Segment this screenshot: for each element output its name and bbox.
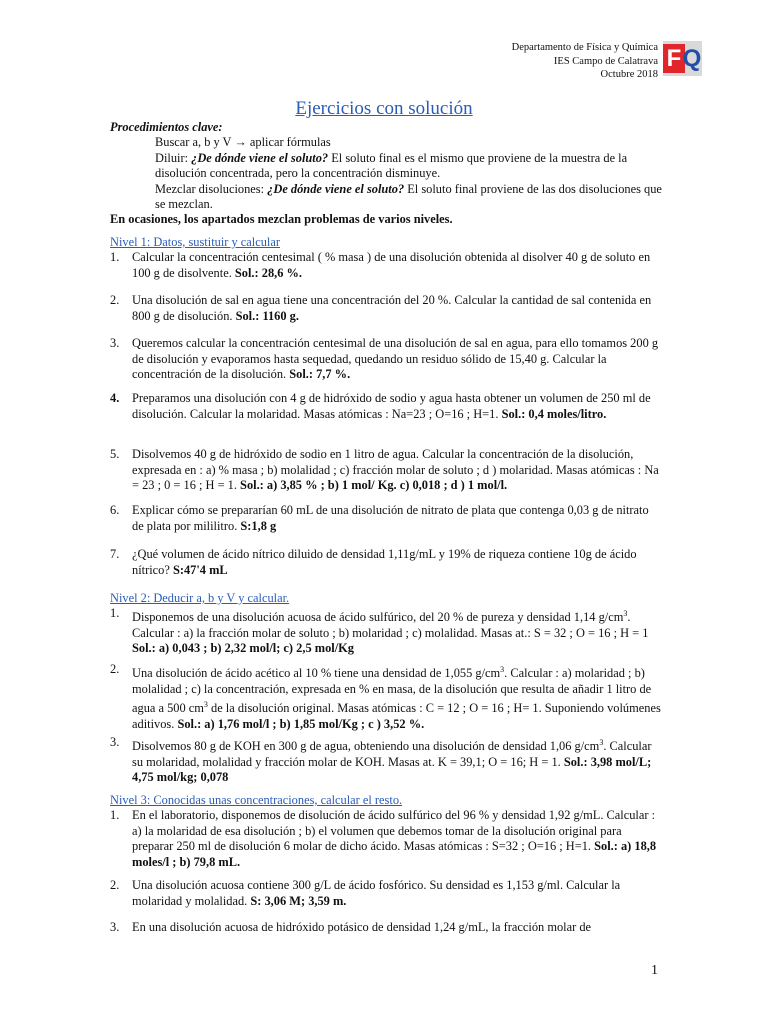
list-item: 1. Calcular la concentración centesimal ( % masa ) de una disolución obtenida al disolver 40 g de soluto en 100 g de disolvente. Sol.: 28,6 %. [110, 250, 651, 280]
list-item: 5. Disolvemos 40 g de hidróxido de sodio en 1 litro de agua. Calcular la concentración de la disolución, expresada en : a) % masa ; b) molalidad ; c) fracción molar de soluto ; d ) molaridad. Masas atómicas : Na = 23 ; 0 = 16 ; H = 1. Sol.: a) 3,85 % ; b) 1 mol/ Kg. c) 0,018 ; d ) 1 mol/l. [110, 447, 659, 493]
procedures-note: En ocasiones, los apartados mezclan problemas de varios niveles. [110, 212, 453, 227]
section-heading-nivel-3: Nivel 3: Conocidas unas concentraciones, calcular el resto. [110, 793, 403, 807]
procedures-heading: Procedimientos clave: [110, 120, 223, 134]
procedure-buscar: Buscar a, b y V → aplicar fórmulas [155, 135, 331, 150]
header-school: IES Campo de Calatrava [553, 55, 658, 67]
list-item: 4. Preparamos una disolución con 4 g de hidróxido de sodio y agua hasta obtener un volumen de 250 ml de disolución. Calcular la molaridad. Masas atómicas : Na=23 ; O=16 ; H=1. Sol.: 0,4 moles/litro. [110, 391, 651, 421]
list-item: 3. Disolvemos 80 g de KOH en 300 g de agua, obteniendo una disolución de densidad 1,06 $g/cm^3$. Calcular su molaridad, molalidad y fracción molar de KOH. Masas at. K = 39,1; O = 16; H = 1. Sol.: 3,98 mol/L; 4,75 mol/kg; 0,078 [110, 735, 652, 785]
list-item: 3. Queremos calcular la concentración centesimal de una disolución de sal en agua, para ello tomamos 200 g de disolución y evaporamos hasta sequedad, quedando un residuo sólido de 15,40 g. Calcular la concentración de la disolución. Sol.: 7,7 %. [110, 336, 659, 382]
list-item: 2. Una disolución de ácido acético al 10 % tiene una densidad de 1,055 $g/cm^3$. Calcular : a) molaridad ; b) molalidad ; c) la concentración, expresada en % en masa, de la disolución que resulta de añadir 1 litro de agua a 500 $cm^3$ de la disolución original. Masas atómicas : C = 12 ; O = 16 ; H= 1. Suponiendo volúmenes aditivos. Sol.: a) 1,76 mol/l ; b) 1,85 mol/Kg ; c ) 3,52 %. [110, 662, 661, 732]
key-procedures [110, 120, 670, 228]
section-heading-nivel-2: Nivel 2: Deducir a, b y V y calcular. [110, 591, 290, 605]
fq-logo [663, 41, 702, 76]
list-item: 3. En una disolución acuosa de hidróxido potásico de densidad 1,24 g/mL, la fracción molar de [110, 920, 592, 934]
list-item: 6. Explicar cómo se prepararían 60 mL de una disolución de nitrato de plata que contenga 0,03 g de nitrato de plata por mililitro. S:1,8 g [110, 503, 649, 533]
list-item: 2. Una disolución acuosa contiene 300 g/L de ácido fosfórico. Su densidad es 1,153 g/ml. Calcular la molaridad y molalidad. S: 3,06 M; 3,59 m. [110, 878, 621, 908]
list-item: 1. En el laboratorio, disponemos de disolución de ácido sulfúrico del 96 % y densidad 1,92 g/mL. Calcular : a) la molaridad de esa disolución ; b) el volumen que debemos tomar de la disolución original para preparar 250 ml de disolución 6 molar de dicho ácido. Masas atómicas : S=32 ; O=16 ; H=1. Sol.: a) 18,8 moles/l ; b) 79,8 mL. [110, 808, 657, 869]
list-item: 2. Una disolución de sal en agua tiene una concentración del 20 %. Calcular la cantidad de sal contenida en 800 g de disolución. Sol.: 1160 g. [110, 293, 652, 323]
list-item: 1. Disponemos de una disolución acuosa de ácido sulfúrico, del 20 % de pureza y densidad 1,14 $g/cm^3$. Calcular : a) la fracción molar de soluto ; b) molaridad ; c) molalidad. Masas at.: S = 32 ; O = 16 ; H = 1 Sol.: a) 0,043 ; b) 2,32 mol/l; c) 2,5 mol/Kg [110, 606, 649, 656]
section-heading-nivel-1: Nivel 1: Datos, sustituir y calcular [110, 235, 280, 249]
page-header [512, 41, 658, 82]
header-department: Departamento de Física y Química [511, 42, 658, 53]
header-date: Octubre 2018 [600, 69, 658, 80]
list-item: 7. ¿Qué volumen de ácido nítrico diluido de densidad 1,11g/mL y 19% de riqueza contiene 10g de ácido nítrico? S:47'4 mL [110, 547, 637, 577]
logo-letter-q: Q [682, 45, 702, 72]
page-title: Ejercicios con solución [295, 98, 473, 119]
procedure-diluir: Diluir: ¿De dónde viene el soluto? El soluto final es el mismo que proviene de la muestra de la disolución concentrada, pero la concentración disminuye. [155, 150, 628, 181]
logo-letter-f: F [663, 44, 685, 73]
page-number: 1 [651, 963, 658, 978]
procedure-mezclar: Mezclar disoluciones: ¿De dónde viene el soluto? El soluto final proviene de las dos disoluciones que se mezclan. [155, 181, 662, 212]
